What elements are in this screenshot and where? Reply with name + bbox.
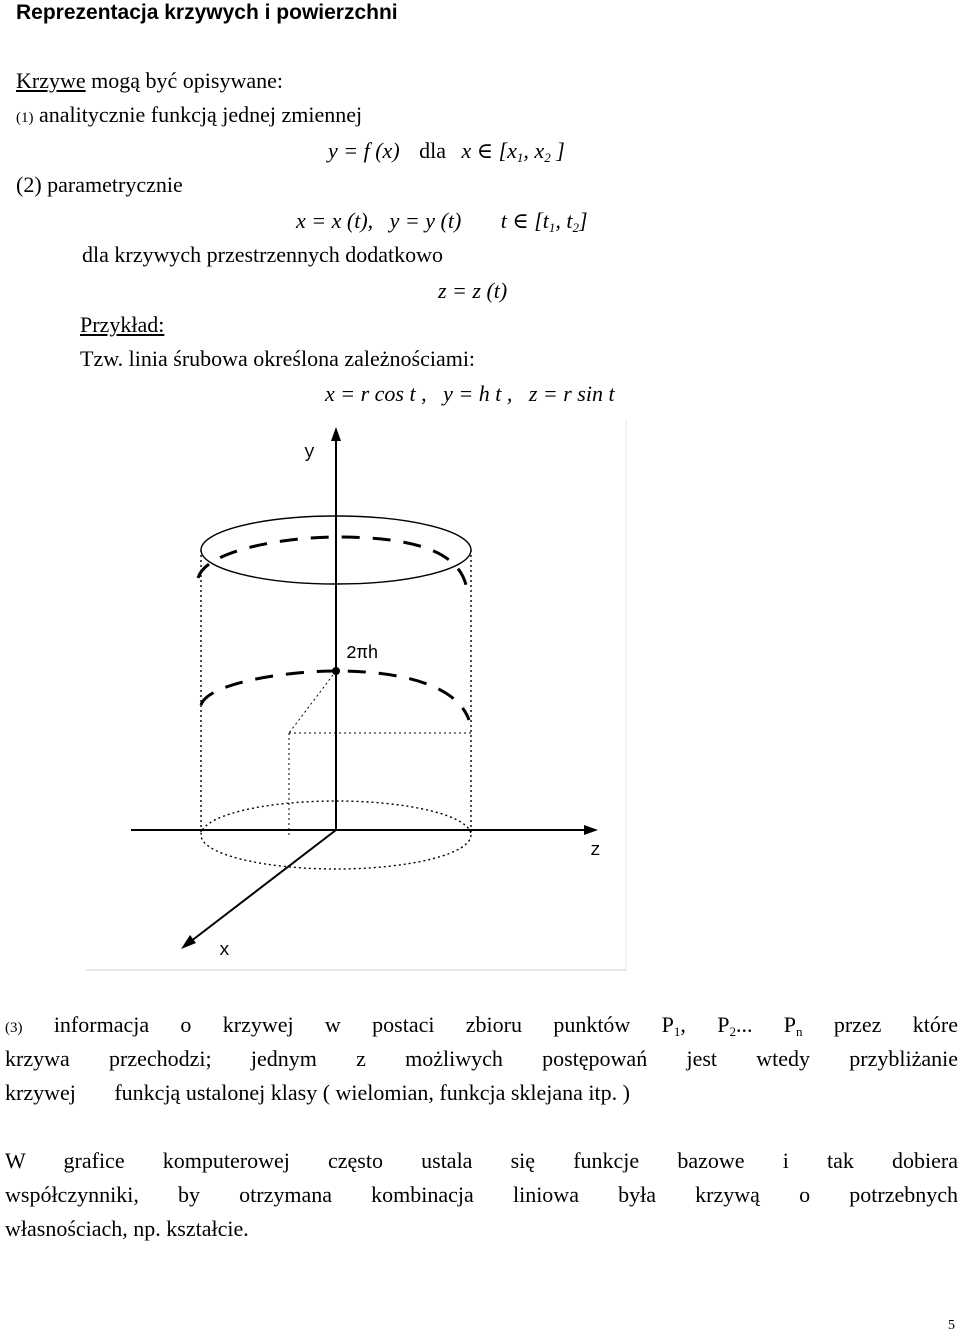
paragraph-line-2: współczynniki, by otrzymana kombinacja liniowa była krzywą o potrzebnych [5, 1182, 958, 1207]
item-1 [16, 102, 362, 131]
helix-figure [86, 415, 631, 975]
eq1-lhs: y = f (x) [328, 138, 400, 163]
item-3-number: (3) [5, 1020, 23, 1036]
eq1-x: x [461, 138, 472, 163]
equation-explicit [328, 138, 565, 164]
eq2-range: [$t_1$, $t_2$] [528, 208, 588, 235]
element-of-icon: ∈ [476, 138, 494, 163]
helix-description: Tzw. linia śrubowa określona zależnościami: [80, 346, 476, 371]
x-axis [186, 830, 336, 945]
intro-rest: mogą być opisywane: [85, 68, 283, 93]
y-axis-arrow-icon [331, 427, 341, 441]
item-3 [5, 1008, 958, 1110]
paragraph-line-1: W grafice komputerowej często ustala się funkcje bazowe i tak dobiera [5, 1148, 958, 1173]
x-axis-label: x [219, 941, 230, 961]
closing-paragraph [5, 1144, 958, 1246]
pitch-point [332, 667, 340, 675]
z-axis-label: z [590, 841, 601, 861]
page-number: 5 [948, 1318, 955, 1333]
spatial-note: dla krzywych przestrzennych dodatkowo [82, 242, 444, 267]
paragraph-line-3: własnościach, np. kształcie. [5, 1216, 249, 1241]
x-axis-arrow-icon [181, 935, 196, 949]
equation-z: z = z (t) [438, 278, 508, 303]
z-axis-arrow-icon [584, 825, 598, 835]
pitch-label: 2πh [346, 644, 379, 664]
equation-helix: x = r cos t , y = h t , z = r sin t [325, 381, 615, 406]
eq2-part1: x = x (t), y = y (t) [296, 208, 462, 233]
item-3-line-3: krzywej funkcją ustalonej klasy ( wielomian, funkcja sklejana itp. ) [5, 1080, 630, 1105]
item-1-number: (1) [16, 110, 34, 126]
y-axis-label: y [304, 443, 315, 463]
page-title: Reprezentacja krzywych i powierzchni [16, 1, 398, 24]
item-2: (2) parametrycznie [16, 172, 183, 197]
equation-parametric [296, 208, 588, 234]
pitch-guide-line [289, 671, 336, 733]
intro-line [16, 68, 283, 94]
example-label: Przykład: [80, 312, 165, 337]
item-3-line-1: (3) informacja o krzywej w postaci zbioru punktów $P_1$, $P_2$... $P_n$ przez które [5, 1012, 958, 1039]
eq1-range: [$x_1$, $x_2$ ] [493, 138, 565, 165]
eq2-t: t [500, 208, 507, 233]
item-3-line-2: krzywa przechodzi; jednym z możliwych postępowań jest wtedy przybliżanie [5, 1046, 958, 1071]
element-of-icon: ∈ [512, 208, 529, 233]
eq1-dla: dla [419, 138, 447, 163]
curves-word: Krzywe [16, 68, 86, 93]
item-1-text: analitycznie funkcją jednej zmiennej [33, 102, 363, 127]
helix-upper-turn [198, 537, 466, 585]
